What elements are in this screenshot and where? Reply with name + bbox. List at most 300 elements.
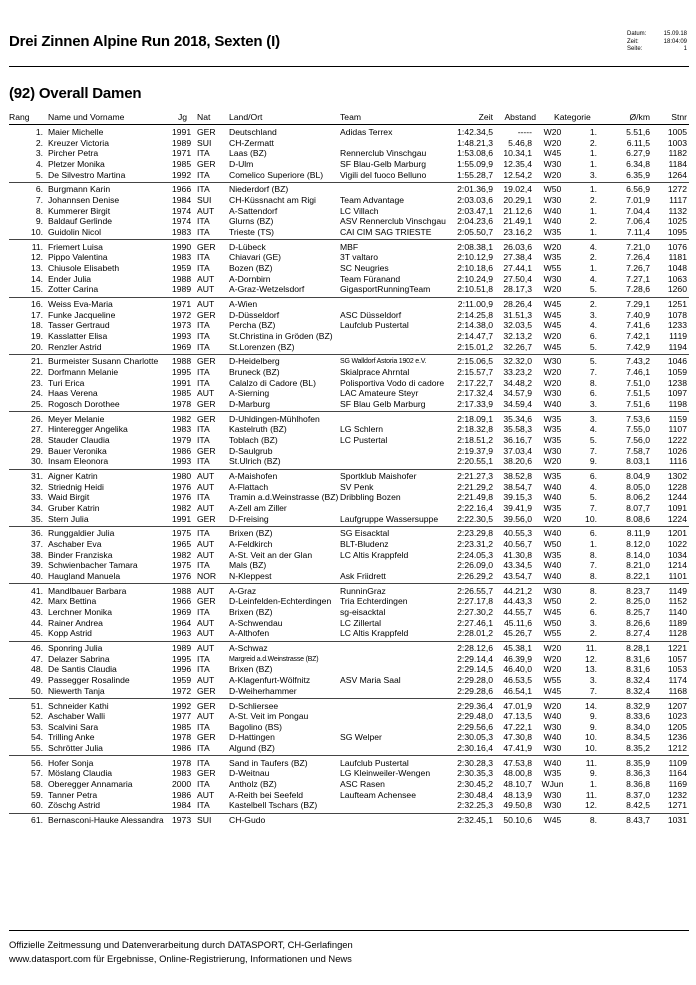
table-row [9,528,689,539]
cell-stnr: 1244 [667,492,687,503]
cell-nat: AUT [197,617,215,628]
cell-abstand: 32.32,0 [503,356,532,367]
cell-team: Laufclub Pustertal [340,320,409,331]
cell-okm: 8.36,8 [626,779,650,790]
cell-land: A-Schwendau [229,617,283,628]
cell-kpos: 10. [585,513,597,524]
cell-kat: W20 [543,367,562,378]
cell-nat: AUT [197,643,215,654]
cell-kpos: 3. [589,309,597,320]
cell-name: Guidolin Nicol [48,226,102,237]
cell-rang: 14. [31,273,43,284]
cell-rang: 56. [31,757,43,768]
cell-stnr: 1182 [668,148,687,159]
header-okm: Ø/km [629,112,650,122]
cell-zeit: 2:05.50,7 [457,226,493,237]
cell-kat: W40 [543,711,562,722]
cell-name: Mandlbauer Barbara [48,585,127,596]
cell-kat: W40 [543,205,562,216]
cell-rang: 36. [31,528,43,539]
cell-land: A-Sattendorf [229,205,278,216]
table-row [9,550,689,561]
cell-stnr: 1212 [667,743,687,754]
cell-okm: 5.51,6 [626,127,650,137]
table-row [9,378,689,389]
cell-land: Deutschland [229,127,277,137]
cell-kat: W40 [543,528,562,539]
cell-nat: SUI [197,815,212,826]
cell-jg: 1978 [172,732,192,743]
cell-stnr: 1059 [667,367,687,378]
cell-name: Gruber Katrin [48,502,100,513]
cell-abstand: 46.40,0 [503,664,532,675]
cell-okm: 8.23,7 [626,585,650,596]
print-meta [627,31,687,54]
cell-okm: 6.11,5 [626,137,650,148]
cell-nat: ITA [197,435,210,445]
cell-rang: 16. [31,299,43,310]
cell-team: Team Füranand [340,273,401,284]
cell-name: Weiss Eva-Maria [48,299,113,310]
cell-kpos: 5. [589,435,597,445]
cell-okm: 7.04,4 [626,205,650,216]
cell-zeit: 2:27.17,8 [457,596,493,607]
cell-kat: W55 [543,628,562,639]
cell-land: A-Flattach [229,481,269,492]
cell-name: Oberegger Annamaria [48,779,133,790]
cell-name: Haugland Manuela [48,570,121,581]
table-row [9,596,689,607]
cell-nat: AUT [197,539,215,550]
cell-okm: 8.32,4 [626,685,650,696]
cell-nat: ITA [197,252,210,263]
cell-kat: W35 [543,502,562,513]
cell-land: Laas (BZ) [229,148,267,159]
cell-zeit: 2:03.03,6 [457,194,493,205]
cell-rang: 32. [31,481,43,492]
group-divider [9,526,689,527]
cell-name: Johannsen Denise [48,194,120,205]
cell-stnr: 1224 [667,513,687,524]
cell-team: Tria Echterdingen [340,596,408,607]
cell-nat: GER [197,158,216,169]
table-row [9,482,689,493]
cell-name: Kopp Astrid [48,628,92,639]
cell-zeit: 2:15.57,7 [457,367,493,378]
cell-stnr: 1046 [667,356,687,367]
cell-jg: 1988 [172,585,192,596]
cell-nat: ITA [197,653,210,664]
cell-team: sg-eisacktal [340,607,386,618]
cell-land: Tramin a.d.Weinstrasse (BZ) [229,492,339,503]
cell-kpos: 3. [589,169,597,180]
cell-stnr: 1159 [668,413,687,424]
cell-stnr: 1117 [669,194,687,205]
cell-land: A-St. Veit an der Glan [229,549,313,560]
cell-rang: 49. [31,675,43,686]
cell-kpos: 5. [589,284,597,295]
cell-okm: 8.05,0 [626,481,650,492]
table-row [9,263,689,274]
cell-nat: ITA [197,226,210,237]
cell-stnr: 1205 [667,721,687,732]
cell-kpos: 1. [589,779,597,790]
cell-kpos: 1. [589,205,597,216]
cell-zeit: 2:14.25,8 [457,309,493,320]
cell-jg: 1979 [172,435,192,445]
cell-kpos: 12. [585,653,597,664]
cell-nat: GER [197,413,216,424]
cell-rang: 20. [31,341,43,352]
cell-jg: 1995 [172,653,192,664]
cell-kpos: 7. [589,685,597,696]
cell-okm: 8.03,1 [626,456,650,467]
cell-kpos: 4. [589,273,597,284]
cell-stnr: 1198 [668,398,687,409]
cell-stnr: 1025 [667,216,687,227]
cell-kat: W50 [543,596,562,607]
header-divider [9,124,689,125]
table-row [9,743,689,754]
cell-jg: 1972 [172,685,192,696]
cell-name: Rainer Andrea [48,617,103,628]
footer-line-1: Offizielle Zeitmessung und Datenverarbeitung durch DATASPORT, CH-Gerlafingen [9,939,353,950]
cell-stnr: 1101 [668,570,687,581]
cell-land: N-Kleppest [229,570,272,581]
cell-team: Vigili del fuoco Belluno [340,169,427,180]
cell-kat: W40 [543,757,562,768]
cell-stnr: 1251 [667,299,687,310]
cell-kat: W30 [543,789,562,800]
cell-zeit: 2:20.55,1 [457,456,493,467]
cell-abstand: 43.54,7 [503,570,532,581]
cell-rang: 54. [31,732,43,743]
cell-kpos: 7. [589,367,597,378]
cell-name: De Santis Claudia [48,664,117,675]
cell-stnr: 1228 [667,481,687,492]
cell-rang: 60. [31,800,43,811]
cell-kat: W35 [543,435,562,445]
cell-kat: W20 [543,330,562,341]
meta-page: Seite: 1 [627,46,687,52]
cell-land: Brixen (BZ) [229,664,273,675]
cell-kpos: 8. [589,377,597,388]
cell-rang: 31. [31,471,43,482]
cell-okm: 8.11,9 [626,528,650,539]
cell-abstand: 28.17,3 [503,284,532,295]
cell-stnr: 1201 [667,528,687,539]
cell-name: Bauer Veronika [48,445,107,456]
cell-name: Sponring Julia [48,643,103,654]
cell-jg: 1969 [172,341,192,352]
cell-rang: 28. [31,435,43,445]
cell-land: D-Weitnau [229,768,270,779]
cell-team: LAC Amateure Steyr [340,388,419,399]
cell-abstand: 46.39,9 [503,653,532,664]
cell-abstand: 39.15,3 [503,492,532,503]
cell-kat: W30 [543,445,562,456]
cell-jg: 1993 [172,330,192,341]
cell-stnr: 1097 [667,388,687,399]
cell-jg: 1975 [172,560,192,571]
cell-name: Kasslatter Elisa [48,330,108,341]
cell-jg: 1974 [172,216,192,227]
group-divider [9,411,689,412]
cell-name: Funke Jacqueline [48,309,116,320]
cell-jg: 1993 [172,456,192,467]
cell-team: LC Altis Krappfeld [340,549,409,560]
title-divider [9,66,689,67]
cell-land: A-Dornbirn [229,273,271,284]
cell-land: Comelico Superiore (BL) [229,169,324,180]
cell-okm: 6.35,9 [626,169,650,180]
cell-okm: 7.58,7 [626,445,650,456]
cell-abstand: 40.55,3 [503,528,532,539]
cell-abstand: 43.34,5 [503,560,532,571]
group-divider [9,698,689,699]
cell-jg: 1984 [172,800,192,811]
cell-nat: GER [197,241,216,252]
cell-abstand: 46.54,1 [503,685,532,696]
cell-nat: GER [197,445,216,456]
table-row [9,227,689,238]
cell-stnr: 1128 [668,628,687,639]
cell-zeit: 2:26.55,7 [457,585,493,596]
cell-kat: W35 [543,226,562,237]
cell-abstand: 47.53,8 [503,757,532,768]
cell-kpos: 2. [589,137,597,148]
cell-name: Schneider Kathi [48,700,109,711]
cell-land: D-Saulgrub [229,445,273,456]
cell-rang: 24. [31,388,43,399]
cell-okm: 7.41,6 [626,320,650,331]
cell-okm: 8.28,1 [626,643,650,654]
cell-jg: 1969 [172,607,192,618]
cell-name: Insam Eleonora [48,456,109,467]
cell-rang: 4. [35,158,43,169]
table-row [9,560,689,571]
table-row [9,331,689,342]
cell-stnr: 1271 [667,800,687,811]
cell-jg: 1982 [172,413,192,424]
cell-land: Bagolino (BS) [229,721,283,732]
table-row [9,675,689,686]
cell-nat: AUT [197,502,215,513]
cell-jg: 1985 [172,388,192,399]
cell-stnr: 1207 [667,700,687,711]
cell-abstand: 50.10,6 [503,815,532,826]
cell-nat: AUT [197,471,215,482]
cell-kpos: 13. [585,664,597,675]
header-name: Name und Vorname [48,112,125,122]
cell-stnr: 1236 [667,732,687,743]
cell-name: Baldauf Gerlinde [48,216,113,227]
cell-jg: 1966 [172,184,192,195]
cell-stnr: 1302 [667,471,687,482]
cell-rang: 9. [35,216,43,227]
cell-okm: 8.26,6 [626,617,650,628]
cell-nat: SUI [197,137,212,148]
cell-name: Pircher Petra [48,148,99,159]
group-divider [9,583,689,584]
table-row [9,758,689,769]
cell-kpos: 6. [589,607,597,618]
cell-zeit: 2:17.32,4 [457,388,493,399]
cell-okm: 7.11,4 [626,226,650,237]
cell-okm: 8.25,7 [626,607,650,618]
cell-kat: W45 [543,148,562,159]
cell-okm: 8.34,5 [626,732,650,743]
cell-team: SG Walldorf Astoria 1902 e.V. [340,358,427,366]
cell-abstand: 34.59,4 [503,398,532,409]
cell-name: Pippo Valentina [48,252,108,263]
footer [9,938,689,965]
cell-zeit: 2:30.48,4 [457,789,493,800]
cell-kat: W45 [543,815,562,826]
cell-team: 3T valtaro [340,252,379,263]
cell-land: A-Althofen [229,628,270,639]
cell-team: LG Kleinweiler-Wengen [340,768,431,779]
cell-abstand: 12.54,2 [503,169,532,180]
cell-zeit: 2:10.24,9 [457,273,493,284]
cell-kpos: 6. [589,471,597,482]
table-row [9,446,689,457]
cell-kat: W40 [543,732,562,743]
cell-zeit: 2:21.29,2 [457,481,493,492]
cell-kpos: 1. [589,539,597,550]
cell-jg: 1978 [172,757,192,768]
cell-abstand: 39.56,0 [503,513,532,524]
cell-abstand: 34.57,9 [503,388,532,399]
cell-stnr: 1233 [667,320,687,331]
cell-name: Zöschg Astrid [48,800,101,811]
cell-nat: GER [197,356,216,367]
cell-rang: 41. [31,585,43,596]
cell-jg: 1977 [172,711,192,722]
cell-rang: 42. [31,596,43,607]
cell-kat: W30 [543,356,562,367]
cell-nat: ITA [197,456,210,467]
cell-kat: W45 [543,309,562,320]
cell-zeit: 2:22.30,5 [457,513,493,524]
cell-name: Schrötter Julia [48,743,103,754]
cell-name: Aschaber Walli [48,711,105,722]
cell-nat: AUT [197,549,215,560]
cell-okm: 7.53,6 [626,413,650,424]
cell-okm: 8.43,7 [626,815,650,826]
cell-nat: ITA [197,320,210,331]
cell-nat: GER [197,732,216,743]
cell-abstand: 21.49,1 [503,216,532,227]
cell-kpos: 14. [585,700,597,711]
cell-nat: ITA [197,184,210,195]
cell-okm: 7.27,1 [626,273,650,284]
cell-zeit: 2:29.36,4 [457,700,493,711]
cell-kat: W30 [543,743,562,754]
cell-abstand: 47.01,9 [503,700,532,711]
cell-zeit: 2:18.09,1 [457,413,493,424]
cell-team: SC Neugries [340,262,389,273]
cell-team: RunninGraz [340,585,386,596]
cell-kat: W20 [543,700,562,711]
cell-kat: W50 [543,539,562,550]
cell-stnr: 1214 [667,560,687,571]
cell-kpos: 2. [589,299,597,310]
cell-abstand: 33.23,2 [503,367,532,378]
cell-land: D-Lübeck [229,241,266,252]
cell-okm: 8.12,0 [626,539,650,550]
cell-nat: AUT [197,284,215,295]
cell-team: LG Schlern [340,424,383,435]
cell-team: Adidas Terrex [340,127,393,137]
cell-stnr: 1189 [668,617,687,628]
cell-stnr: 1053 [667,664,687,675]
cell-abstand: 49.50,8 [503,800,532,811]
cell-abstand: 44.55,7 [503,607,532,618]
cell-name: Runggaldier Julia [48,528,115,539]
cell-okm: 7.26,4 [626,252,650,263]
cell-kat: W30 [543,158,562,169]
cell-rang: 53. [31,721,43,732]
cell-zeit: 2:30.05,3 [457,732,493,743]
cell-kat: W30 [543,800,562,811]
meta-date: Datum: 15.09.18 [627,31,687,37]
cell-rang: 15. [31,284,43,295]
table-row [9,367,689,378]
cell-land: D-Düsseldorf [229,309,280,320]
cell-zeit: 2:17.22,7 [457,377,493,388]
cell-zeit: 2:11.00,9 [457,299,493,310]
cell-rang: 21. [31,356,43,367]
cell-jg: 1989 [172,137,192,148]
cell-rang: 17. [31,309,43,320]
cell-rang: 19. [31,330,43,341]
cell-name: Hinteregger Angelika [48,424,128,435]
cell-jg: 1982 [172,549,192,560]
cell-name: Pletzer Monika [48,158,105,169]
cell-land: A-Maishofen [229,471,278,482]
cell-zeit: 2:32.25,3 [457,800,493,811]
cell-kpos: 9. [589,768,597,779]
cell-abstand: 32.03,5 [503,320,532,331]
cell-abstand: 45.38,1 [503,643,532,654]
cell-kat: W20 [543,137,562,148]
cell-abstand: 48.00,8 [503,768,532,779]
cell-stnr: 1181 [668,252,687,263]
cell-okm: 7.43,2 [626,356,650,367]
cell-land: Calalzo di Cadore (BL) [229,377,316,388]
cell-team: ASV Rennerclub Vinschgau [340,216,446,227]
cell-stnr: 1057 [667,653,687,664]
cell-rang: 44. [31,617,43,628]
cell-kat: W40 [543,216,562,227]
cell-kpos: 2. [589,252,597,263]
cell-zeit: 2:29.56,6 [457,721,493,732]
table-row [9,711,689,722]
cell-jg: 1985 [172,721,192,732]
cell-name: Waid Birgit [48,492,90,503]
page-title: Drei Zinnen Alpine Run 2018, Sexten (I) [9,33,280,50]
cell-kat: W40 [543,481,562,492]
cell-okm: 7.55,0 [626,424,650,435]
cell-jg: 1983 [172,226,192,237]
cell-kpos: 5. [589,492,597,503]
group-divider [9,354,689,355]
cell-okm: 7.26,7 [626,262,650,273]
cell-zeit: 2:26.29,2 [457,570,493,581]
cell-stnr: 1078 [667,309,687,320]
cell-rang: 22. [31,367,43,378]
